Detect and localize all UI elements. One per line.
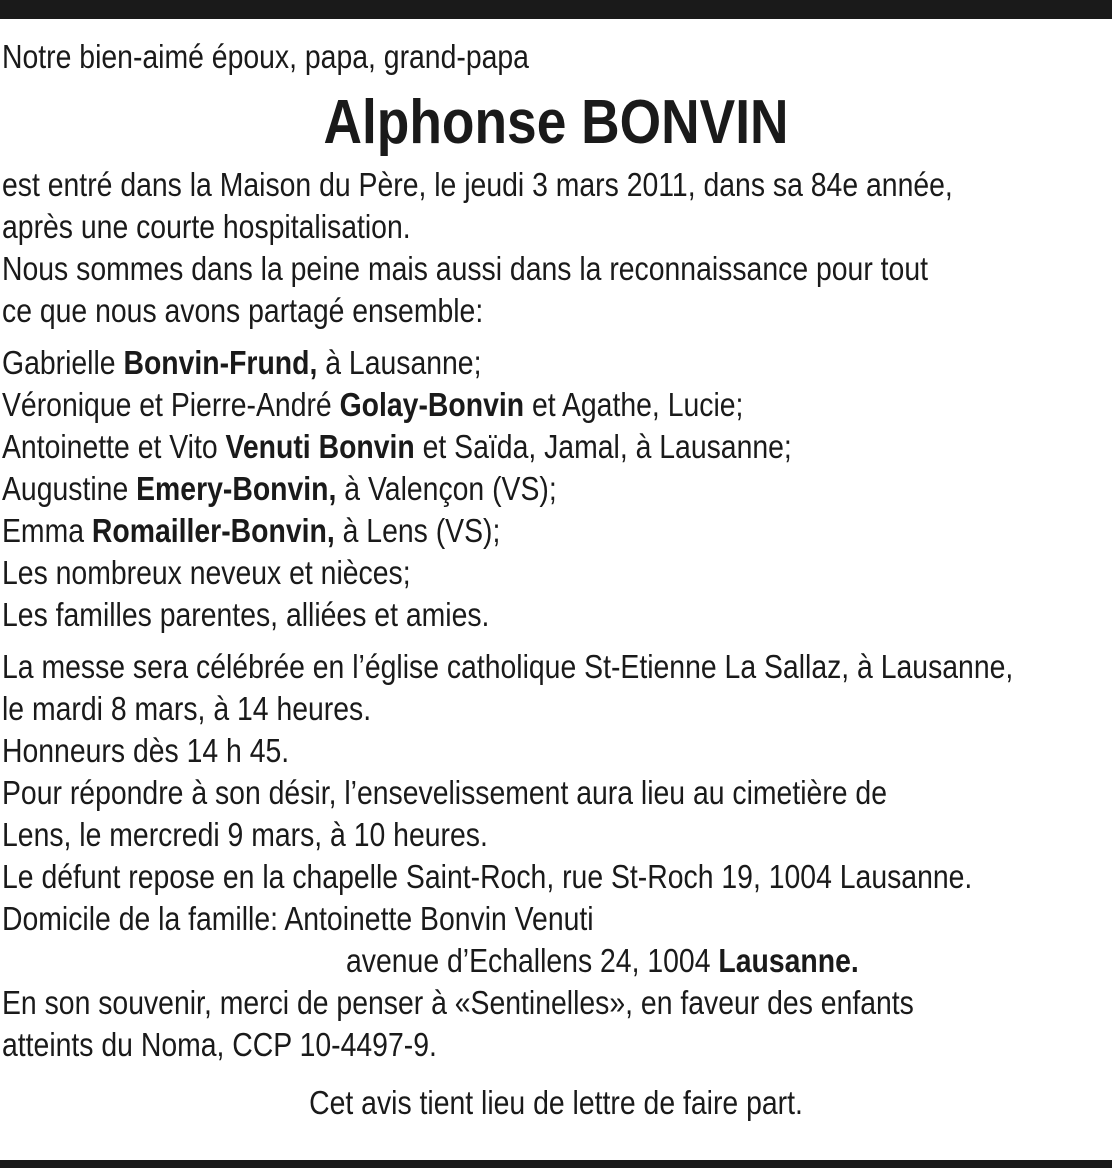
- family-member: Gabrielle Bonvin-Frund, à Lausanne;: [2, 344, 482, 381]
- family-member: Augustine Emery-Bonvin, à Valençon (VS);: [2, 470, 557, 507]
- family-member: Les nombreux neveux et nièces;: [2, 554, 411, 591]
- bottom-rule: [0, 1160, 1112, 1168]
- deceased-name: Alphonse BONVIN: [323, 88, 789, 157]
- family-member: Emma Romailler-Bonvin, à Lens (VS);: [2, 512, 501, 549]
- announcement-line-1: est entré dans la Maison du Père, le jeudi 3 mars 2011, dans sa 84e année,: [2, 166, 953, 203]
- mass-line-1: La messe sera célébrée en l’église catholique St-Etienne La Sallaz, à Lausanne,: [2, 648, 1014, 685]
- memory-line-1: En son souvenir, merci de penser à «Sentinelles», en faveur des enfants: [2, 984, 914, 1021]
- memory-line-2: atteints du Noma, CCP 10-4497-9.: [2, 1026, 437, 1063]
- obituary-content: [2, 36, 1110, 1124]
- mass-line-2: le mardi 8 mars, à 14 heures.: [2, 690, 372, 727]
- announcement-line-3: Nous sommes dans la peine mais aussi dans la reconnaissance pour tout: [2, 250, 929, 287]
- announcement-line-2: après une courte hospitalisation.: [2, 208, 411, 245]
- family-member: Antoinette et Vito Venuti Bonvin et Saïda, Jamal, à Lausanne;: [2, 428, 792, 465]
- burial-line-1: Pour répondre à son désir, l’ensevelissement aura lieu au cimetière de: [2, 774, 888, 811]
- honors-line: Honneurs dès 14 h 45.: [2, 732, 290, 769]
- intro-line: Notre bien-aimé époux, papa, grand-papa: [2, 38, 529, 75]
- domicile-address-line: avenue d’Echallens 24, 1004 Lausanne.: [346, 942, 859, 979]
- domicile-line: Domicile de la famille: Antoinette Bonvin Venuti: [2, 900, 594, 937]
- top-rule: [0, 0, 1112, 19]
- closing-line: Cet avis tient lieu de lettre de faire part.: [309, 1084, 803, 1121]
- chapel-line: Le défunt repose en la chapelle Saint-Roch, rue St-Roch 19, 1004 Lausanne.: [2, 858, 973, 895]
- family-member: Véronique et Pierre-André Golay-Bonvin et Agathe, Lucie;: [2, 386, 744, 423]
- family-member: Les familles parentes, alliées et amies.: [2, 596, 490, 633]
- announcement-line-4: ce que nous avons partagé ensemble:: [2, 292, 484, 329]
- burial-line-2: Lens, le mercredi 9 mars, à 10 heures.: [2, 816, 488, 853]
